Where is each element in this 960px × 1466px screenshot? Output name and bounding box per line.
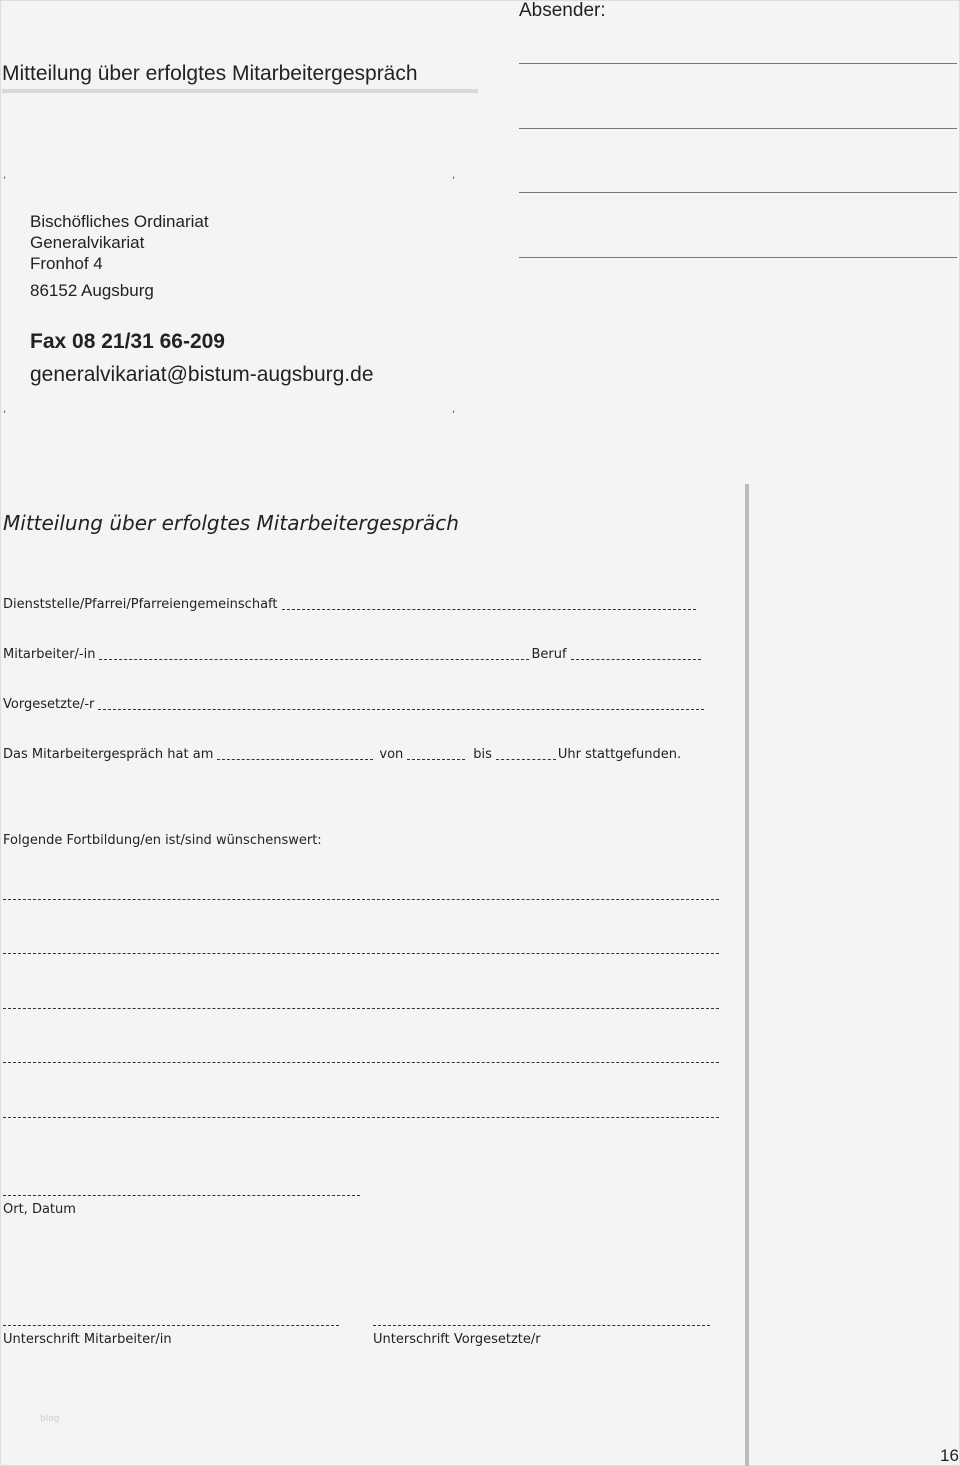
dienststelle-row	[3, 597, 698, 612]
fortbildung-line-2[interactable]	[3, 953, 719, 954]
von-label: von	[379, 747, 404, 762]
sig-vorgesetzte-field[interactable]	[373, 1325, 710, 1326]
recipient-line: Generalvikariat	[30, 233, 145, 252]
sender-line-3[interactable]	[519, 192, 957, 193]
vorgesetzte-row	[3, 697, 706, 712]
ort-datum-field[interactable]	[3, 1195, 360, 1196]
sig-vorgesetzte-label: Unterschrift Vorgesetzte/r	[373, 1332, 541, 1347]
header-title: Mitteilung über erfolgtes Mitarbeitergespräch	[2, 62, 418, 85]
dienststelle-label: Dienststelle/Pfarrei/Pfarreiengemeinschaft	[3, 597, 278, 612]
fortbildung-line-1[interactable]	[3, 899, 719, 900]
recipient-line: 86152 Augsburg	[30, 281, 154, 300]
date-field[interactable]	[217, 758, 373, 760]
page-number: 16	[940, 1446, 959, 1465]
sender-line-2[interactable]	[519, 128, 957, 129]
bis-label: bis	[473, 747, 492, 762]
mitarbeiter-field[interactable]	[99, 658, 529, 660]
beruf-label: Beruf	[531, 647, 567, 662]
sig-mitarbeiter-label: Unterschrift Mitarbeiter/in	[3, 1332, 172, 1347]
fortbildung-line-5[interactable]	[3, 1117, 719, 1118]
recipient-fax: Fax 08 21/31 66-209	[30, 330, 225, 353]
address-window-mark: ,	[452, 170, 456, 181]
dienststelle-field[interactable]	[282, 608, 696, 610]
fortbildung-label: Folgende Fortbildung/en ist/sind wünschenswert:	[3, 833, 322, 848]
recipient-email: generalvikariat@bistum-augsburg.de	[30, 363, 374, 386]
sig-mitarbeiter-field[interactable]	[3, 1325, 339, 1326]
ort-datum-label: Ort, Datum	[3, 1202, 76, 1217]
recipient-line: Bischöfliches Ordinariat	[30, 212, 209, 231]
beruf-field[interactable]	[571, 658, 701, 660]
fortbildung-line-3[interactable]	[3, 1008, 719, 1009]
address-window-mark: ,	[3, 404, 7, 415]
sender-line-4[interactable]	[519, 257, 957, 258]
uhr-label: Uhr stattgefunden.	[557, 747, 682, 762]
gespraech-label: Das Mitarbeitergespräch hat am	[3, 747, 214, 762]
bis-field[interactable]	[496, 758, 556, 760]
von-field[interactable]	[407, 758, 465, 760]
address-window-mark: ,	[452, 404, 456, 415]
vorgesetzte-label: Vorgesetzte/-r	[3, 697, 95, 712]
mitarbeiter-label: Mitarbeiter/-in	[3, 647, 96, 662]
watermark: blog	[40, 1414, 60, 1424]
vertical-divider	[745, 484, 749, 1466]
vorgesetzte-field[interactable]	[98, 708, 704, 710]
title-underline	[2, 89, 478, 93]
address-window-mark: ,	[3, 170, 7, 181]
recipient-line: Fronhof 4	[30, 254, 103, 273]
mitarbeiter-row	[3, 647, 703, 662]
gespraech-row	[3, 747, 681, 762]
sender-line-1[interactable]	[519, 63, 957, 64]
fortbildung-line-4[interactable]	[3, 1062, 719, 1063]
sender-label: Absender:	[519, 0, 606, 21]
form-title: Mitteilung über erfolgtes Mitarbeitergespräch	[3, 511, 459, 535]
